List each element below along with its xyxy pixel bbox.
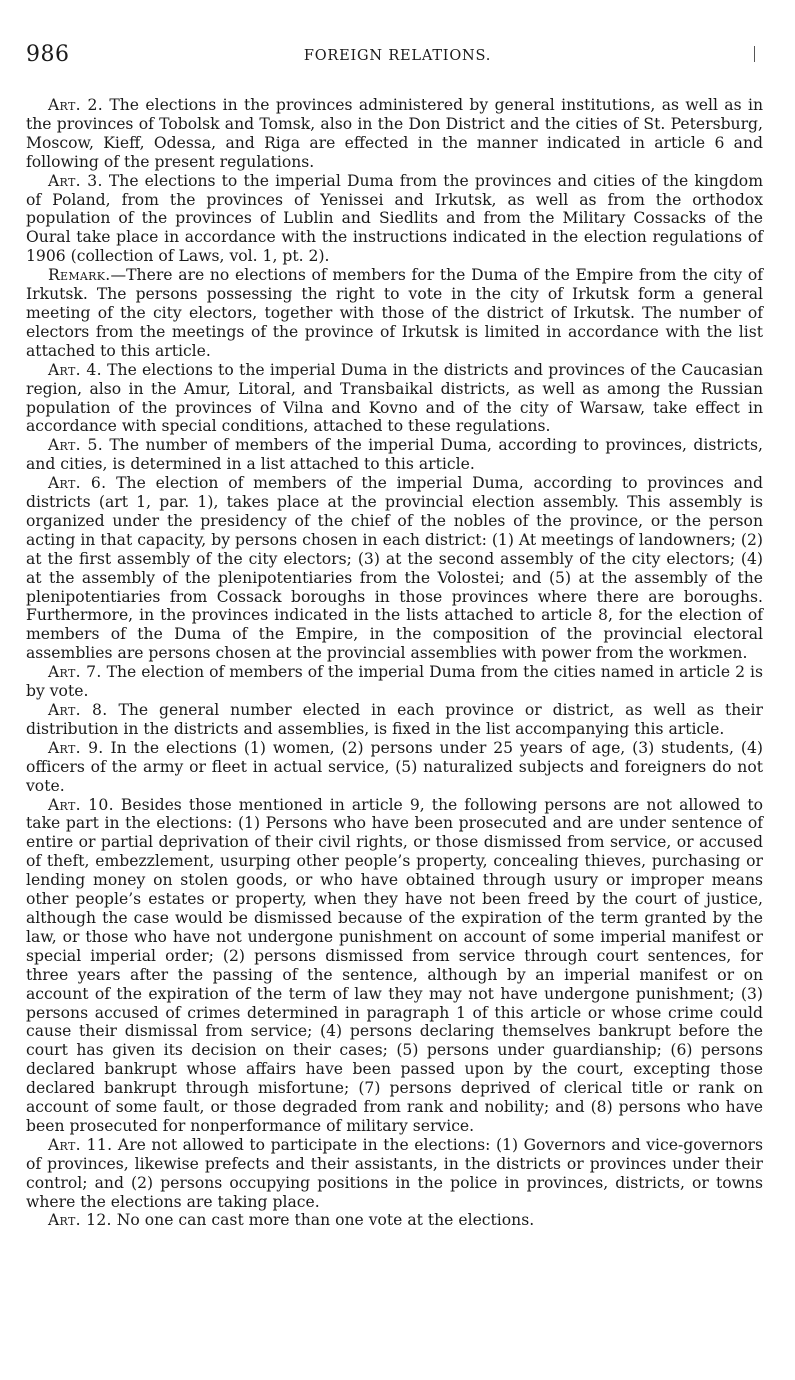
article-label: Art. 7. (48, 663, 102, 682)
remark-paragraph (26, 266, 763, 361)
article-text: The number of members of the imperial Duma, according to provinces, districts, and cities, is determined in a list attached to this article. (26, 436, 763, 474)
article-text: The election of members of the imperial Duma from the cities named in article 2 is by vote. (26, 663, 763, 701)
article-label: Art. 6. (48, 474, 107, 493)
article-12-paragraph (26, 1211, 763, 1230)
page-header (26, 42, 769, 72)
article-10-paragraph (26, 796, 763, 1136)
article-label: Art. 2. (48, 96, 103, 114)
article-text: The elections to the imperial Duma in the districts and provinces of the Caucasian region, also in the Amur, Litoral, and Transbaikal districts, as well as among the Russian population of the provinces of Vilna and Kovno and of the city of Warsaw, take effect in accordance with special conditions, attached to these regulations. (26, 360, 763, 436)
article-label: Art. 11. (48, 1135, 113, 1154)
article-label: Art. 3. (48, 171, 103, 190)
article-8-paragraph (26, 701, 763, 739)
remark-text: —There are no elections of members for the Duma of the Empire from the city of Irkutsk. The persons possessing the right to vote in the city of Irkutsk form a general meeting of the city electors, together with those of the district of Irkutsk. The number of electors from the meetings of the province of Irkutsk is limited in accordance with the list attached to this article. (26, 266, 763, 360)
article-2-paragraph (26, 96, 763, 172)
article-label: Art. 9. (48, 738, 104, 757)
article-label: Art. 12. (48, 1211, 112, 1230)
article-7-paragraph (26, 663, 763, 701)
article-text: The election of members of the imperial Duma, according to provinces and districts (art 1, par. 1), takes place at the provincial election assembly. This assembly is organized under the presidency of the chief of the nobles of the province, or the person acting in that capacity, by persons chosen in each district: (1) At meetings of landowners; (2) at the first assembly of the city electors; (3) at the second assembly of the city electors; (4) at the assembly of the plenipotentiaries from the Volostei; and (5) at the assembly of the plenipotentiaries from Cossack boroughs in those provinces where there are boroughs. Furthermore, in the provinces indicated in the lists attached to article 8, for the election of members of the Duma of the Empire, in the composition of the provincial electoral assemblies are persons chosen at the provincial assemblies with power from the workmen. (26, 474, 763, 663)
article-3-paragraph (26, 172, 763, 267)
remark-label: Remark. (48, 266, 111, 285)
article-text: In the elections (1) women, (2) persons under 25 years of age, (3) students, (4) officers of the army or fleet in actual service, (5) naturalized subjects and foreigners do not vote. (26, 738, 763, 795)
running-title: FOREIGN RELATIONS. (303, 48, 492, 64)
article-label: Art. 10. (48, 795, 114, 814)
margin-mark (754, 46, 755, 62)
article-label: Art. 5. (48, 436, 104, 455)
article-9-paragraph (26, 739, 763, 796)
article-11-paragraph (26, 1136, 763, 1212)
article-4-paragraph (26, 361, 763, 437)
article-text: Are not allowed to participate in the elections: (1) Governors and vice-governors of provinces, likewise prefects and their assistants, in the districts or provinces under their control; and (2) persons occupying positions in the police in provinces, districts, or towns where the elections are taking place. (26, 1135, 763, 1211)
page-number: 986 (26, 42, 70, 67)
article-6-paragraph (26, 474, 763, 663)
article-text: The elections in the provinces administered by general institutions, as well as in the provinces of Tobolsk and Tomsk, also in the Don District and the cities of St. Petersburg, Moscow, Kieff, Odessa, and Riga are effected in the manner indicated in article 6 and following of the present regulations. (26, 96, 763, 171)
article-label: Art. 8. (48, 701, 108, 719)
article-text: Besides those mentioned in article 9, the following persons are not allowed to take part in the elections: (1) Persons who have been prosecuted and are under sentence of entire or partial deprivation of their civil rights, or those dismissed from service, or accused of theft, embezzlement, usurping other people’s property, concealing thieves, purchasing or lending money on stolen goods, or who have obtained through usury or improper means other people’s estates or property, when they have not been freed by the court of justice, although the case would be dismissed because of the expiration of the term granted by the law, or those who have not undergone punishment on account of some imperial manifest or special imperial order; (2) persons dismissed from service through court sentences, for three years after the passing of the sentence, although by an imperial manifest or on account of the expiration of the term of law they may not have undergone punishment; (3) persons accused of crimes determined in paragraph 1 of this article or whose crime could cause their dismissal from service; (4) persons declaring themselves bankrupt before the court has given its decision on their cases; (5) persons under guardianship; (6) persons declared bankrupt whose affairs have been passed upon by the court, excepting those declared bankrupt through misfortune; (7) persons deprived of clerical title or rank on account of some fault, or those degraded from rank and nobility; and (8) persons who have been prosecuted for nonperformance of military service. (26, 795, 763, 1135)
document-body (26, 96, 763, 1230)
article-label: Art. 4. (48, 360, 102, 379)
article-text: The general number elected in each province or district, as well as their distribution in the districts and assemblies, is fixed in the list accompanying this article. (26, 701, 763, 738)
article-5-paragraph (26, 436, 763, 474)
article-text: No one can cast more than one vote at the elections. (111, 1211, 535, 1230)
article-text: The elections to the imperial Duma from the provinces and cities of the kingdom of Poland, from the provinces of Yenissei and Irkutsk, as well as from the orthodox population of the provinces of Lublin and Siedlits and from the Military Cossacks of the Oural take place in accordance with the instructions indicated in the election regulations of 1906 (collection of Laws, vol. 1, pt. 2). (26, 171, 763, 266)
